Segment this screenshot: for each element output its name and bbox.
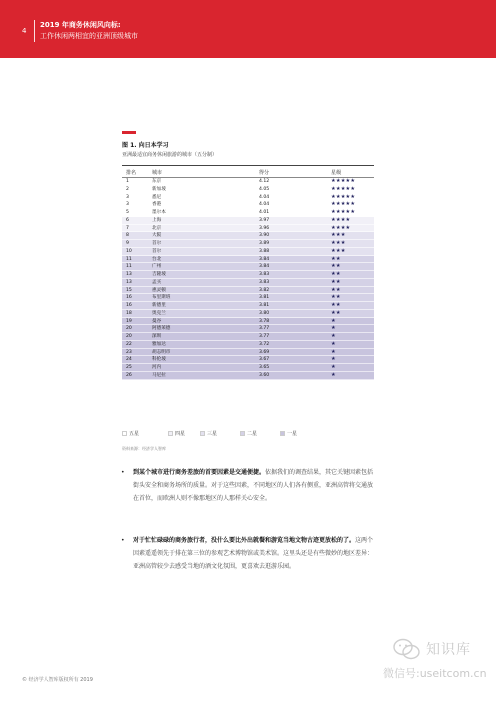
rank-cell: 13	[126, 272, 132, 277]
rank-cell: 5	[126, 210, 129, 215]
rank-cell: 3	[126, 194, 129, 200]
city-cell: 悉尼	[152, 194, 162, 200]
score-cell: 3.78	[259, 318, 270, 324]
rank-cell: 23	[126, 349, 132, 355]
star-rating: ★	[331, 371, 336, 378]
star-rating: ★★	[331, 294, 341, 301]
star-rating: ★	[331, 333, 336, 339]
city-cell: 胡志明市	[152, 349, 171, 355]
city-cell: 墨尔本	[152, 210, 166, 215]
star-rating: ★★	[331, 263, 341, 270]
city-cell: 首尔	[152, 248, 162, 254]
table-row	[122, 294, 374, 302]
city-cell: 东京	[152, 179, 162, 184]
city-cell: 吉隆坡	[152, 272, 166, 277]
bullet-text	[133, 534, 375, 573]
score-cell: 3.84	[259, 264, 270, 270]
bullet-dot: •	[121, 469, 125, 476]
figure-accent-mark	[122, 131, 136, 134]
rank-cell: 20	[126, 334, 132, 339]
legend-item	[280, 430, 297, 437]
bullet-body: 这两个因素遥遥领先于排在第三位的参观艺术博物馆或美术馆。这里头还是有些微妙的地区差异：亚洲高管较少去感受当地的酒文化氛围，更喜欢去逛游乐园。	[133, 537, 374, 570]
star-rating: ★★★★	[331, 224, 351, 231]
bullet-paragraph-2	[121, 534, 375, 573]
star-rating: ★★	[331, 309, 341, 316]
table-row	[122, 325, 374, 333]
city-cell: 阿德莱德	[152, 326, 171, 332]
city-cell: 新加坡	[152, 186, 166, 192]
bullet-lead: 到某个城市进行商务差旅的首要因素是交通便捷。	[133, 469, 266, 476]
score-cell: 3.82	[259, 287, 270, 293]
legend-swatch	[168, 431, 173, 436]
table-row	[122, 364, 374, 372]
table-row	[122, 256, 374, 264]
table-row	[122, 178, 374, 186]
legend-swatch	[240, 431, 245, 436]
table-body	[122, 178, 374, 380]
city-cell: 雅加达	[152, 341, 166, 347]
table-row	[122, 341, 374, 349]
table-row	[122, 217, 374, 225]
rank-cell: 11	[126, 264, 132, 270]
star-rating: ★★	[331, 302, 341, 308]
rank-cell: 24	[126, 357, 132, 363]
city-cell: 布里斯班	[152, 295, 171, 301]
city-cell: 首尔	[152, 241, 162, 246]
column-header-rank: 排名	[126, 170, 137, 176]
table-row	[122, 271, 374, 279]
rank-cell: 10	[126, 248, 132, 254]
legend-swatch	[200, 431, 205, 436]
source-note: 资料来源：经济学人智库	[122, 446, 166, 451]
city-cell: 北京	[152, 225, 162, 231]
table-row	[122, 248, 374, 256]
star-rating: ★★★	[331, 232, 346, 239]
score-cell: 3.90	[259, 233, 270, 239]
figure-subtitle: 亚洲最适宜商务休闲旅游的城市（五分制）	[122, 152, 218, 158]
table-row	[122, 372, 374, 380]
bullet-body: 依据我们的调查结果，其它关键因素包括街头安全和商务场所的质量。对于这些因素，不同地区的人们各有侧重，亚洲高管将交通放在首位，而欧洲人则不像那地区的人那样关心安全。	[133, 469, 374, 502]
rank-cell: 6	[126, 217, 129, 223]
legend-swatch	[280, 431, 285, 436]
table-row	[122, 318, 374, 326]
rank-cell: 3	[126, 202, 129, 208]
city-cell: 上海	[152, 217, 162, 223]
rank-cell: 9	[126, 241, 129, 246]
header-divider	[34, 20, 35, 42]
score-cell: 3.69	[259, 349, 270, 355]
rank-cell: 19	[126, 318, 132, 324]
legend-item	[168, 430, 185, 437]
rank-cell: 26	[126, 372, 132, 378]
table-row	[122, 349, 374, 357]
table-row	[122, 263, 374, 271]
wechat-logo-icon	[393, 638, 421, 660]
star-rating: ★★	[331, 286, 341, 293]
rank-cell: 16	[126, 295, 132, 301]
bullet-text	[133, 466, 375, 505]
score-cell: 3.84	[259, 256, 270, 262]
score-cell: 4.04	[259, 194, 270, 200]
city-cell: 孟买	[152, 279, 162, 285]
city-cell: 新德里	[152, 303, 166, 308]
legend-swatch	[122, 431, 127, 436]
score-cell: 3.72	[259, 341, 270, 347]
star-rating: ★★★★★	[331, 201, 356, 208]
legend-item	[240, 430, 257, 437]
report-subtitle: 工作休闲两相宜的亚洲顶级城市	[40, 32, 138, 40]
score-cell: 3.88	[259, 248, 270, 254]
rank-cell: 7	[126, 225, 129, 231]
city-cell: 大阪	[152, 233, 162, 239]
rank-cell: 18	[126, 310, 132, 316]
legend-label: 三星	[207, 431, 218, 437]
score-cell: 4.04	[259, 202, 270, 208]
score-cell: 3.67	[259, 357, 270, 363]
city-cell: 广州	[152, 264, 162, 270]
bullet-dot: •	[121, 537, 125, 544]
figure-title: 图 1. 向日本学习	[122, 142, 169, 149]
table-row	[122, 186, 374, 194]
star-rating: ★★★★★	[331, 193, 356, 200]
score-cell: 3.60	[259, 372, 270, 378]
legend-item	[122, 430, 139, 437]
table-row	[122, 194, 374, 202]
bullet-lead: 对于忙忙碌碌的商务旅行者，没什么要比外出就餐和游览当地文物古迹更放松的了。	[133, 537, 356, 544]
report-title: 2019 年商务休闲风向标:	[40, 21, 121, 29]
legend-label: 五星	[129, 431, 140, 437]
rank-cell: 15	[126, 287, 132, 293]
city-cell: 马尼拉	[152, 372, 166, 378]
city-cell: 惠灵顿	[152, 287, 166, 293]
column-header-score: 得分	[259, 170, 270, 176]
table-header	[122, 165, 374, 178]
table-row	[122, 302, 374, 310]
rank-cell: 1	[126, 179, 129, 184]
star-rating: ★★★	[331, 247, 346, 254]
rank-cell: 13	[126, 279, 132, 285]
legend-label: 一星	[287, 431, 298, 437]
star-rating: ★	[331, 325, 336, 332]
score-cell: 3.77	[259, 334, 270, 339]
watermark-url: 微信号:useitcom.cn	[383, 667, 487, 680]
star-rating: ★	[331, 364, 336, 370]
watermark-title: 知识库	[426, 642, 471, 658]
table-row	[122, 201, 374, 209]
rank-cell: 25	[126, 365, 132, 370]
star-rating: ★★★★★	[331, 209, 356, 215]
rank-cell: 2	[126, 186, 129, 192]
star-rating: ★	[331, 317, 336, 324]
score-cell: 4.01	[259, 210, 270, 215]
column-header-stars: 星级	[331, 170, 342, 176]
table-row	[122, 240, 374, 248]
city-cell: 曼谷	[152, 318, 162, 324]
star-rating: ★★★★★	[331, 185, 356, 192]
city-cell: 香港	[152, 202, 162, 208]
score-cell: 4.05	[259, 186, 270, 192]
score-cell: 3.89	[259, 241, 270, 246]
ranking-table	[122, 165, 374, 380]
footer-copyright: © 经济学人智库版权所有 2019	[22, 677, 93, 683]
page-number: 4	[22, 27, 27, 35]
star-rating: ★	[331, 356, 336, 363]
score-cell: 4.12	[259, 179, 270, 184]
star-rating: ★★	[331, 271, 341, 277]
score-cell: 3.81	[259, 303, 270, 308]
city-cell: 河内	[152, 365, 162, 370]
star-rating: ★★	[331, 255, 341, 262]
table-row	[122, 225, 374, 233]
rank-cell: 20	[126, 326, 132, 332]
score-cell: 3.83	[259, 279, 270, 285]
score-cell: 3.65	[259, 365, 270, 370]
table-row	[122, 209, 374, 217]
star-rating: ★	[331, 340, 336, 347]
score-cell: 3.83	[259, 272, 270, 277]
rank-cell: 11	[126, 256, 132, 262]
score-cell: 3.96	[259, 225, 270, 231]
star-rating: ★★	[331, 278, 341, 285]
table-row	[122, 333, 374, 341]
star-rating: ★★★★★	[331, 178, 356, 184]
city-cell: 科伦坡	[152, 357, 166, 363]
rank-cell: 22	[126, 341, 132, 347]
table-row	[122, 356, 374, 364]
score-cell: 3.81	[259, 295, 270, 301]
page-header	[0, 0, 496, 58]
bullet-paragraph-1	[121, 466, 375, 505]
column-header-city: 城市	[152, 170, 163, 176]
legend-label: 二星	[247, 431, 258, 437]
city-cell: 深圳	[152, 334, 162, 339]
table-row	[122, 310, 374, 318]
star-rating: ★★★★	[331, 216, 351, 223]
legend	[122, 430, 374, 439]
city-cell: 台北	[152, 256, 162, 262]
score-cell: 3.97	[259, 217, 270, 223]
table-row	[122, 279, 374, 287]
table-row	[122, 232, 374, 240]
city-cell: 奥克兰	[152, 310, 166, 316]
rank-cell: 8	[126, 233, 129, 239]
star-rating: ★★★	[331, 240, 346, 246]
score-cell: 3.80	[259, 310, 270, 316]
score-cell: 3.77	[259, 326, 270, 332]
star-rating: ★	[331, 348, 336, 355]
legend-label: 四星	[175, 431, 186, 437]
legend-item	[200, 430, 217, 437]
table-row	[122, 287, 374, 295]
rank-cell: 16	[126, 303, 132, 308]
